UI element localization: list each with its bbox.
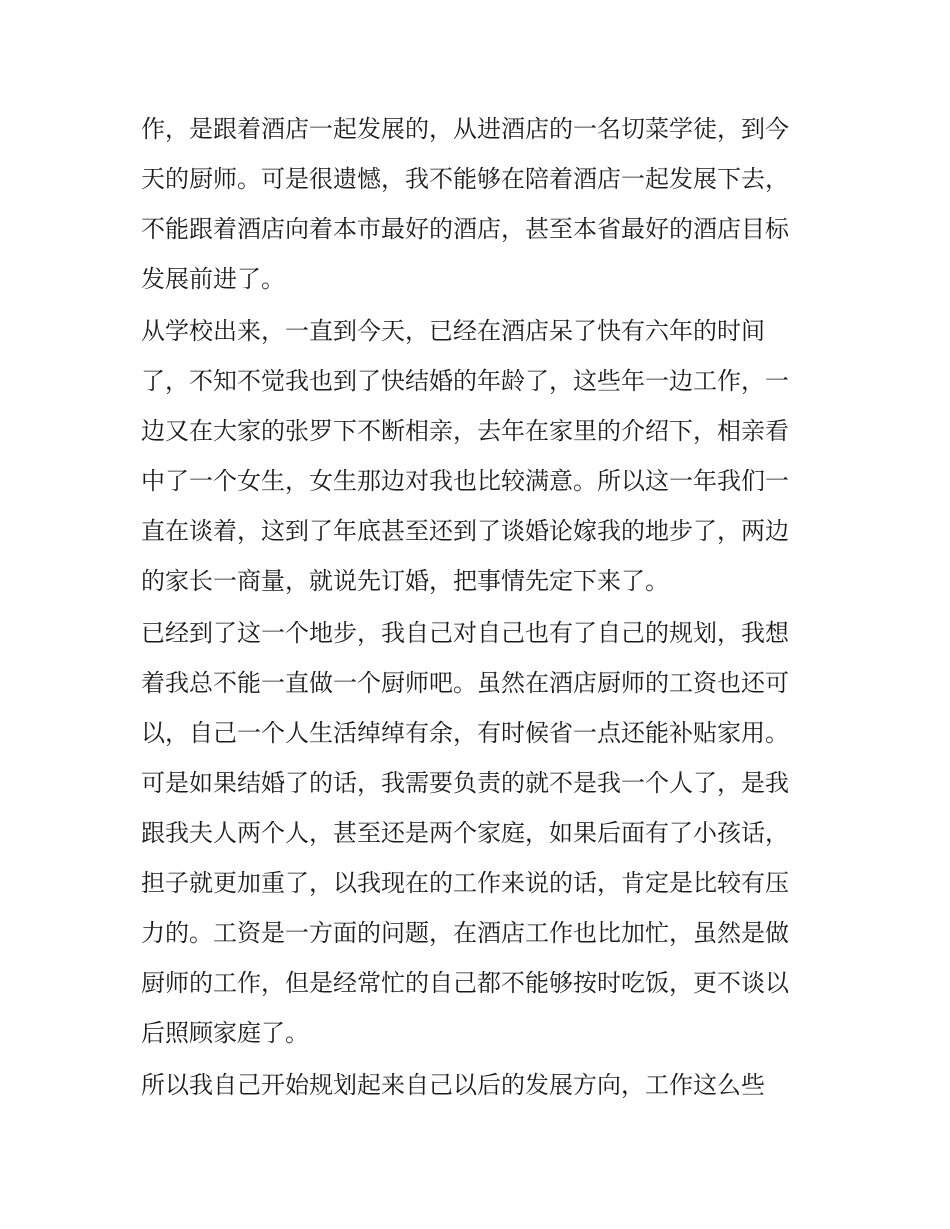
text-line: 中了一个女生，女生那边对我也比较满意。所以这一年我们一 bbox=[141, 467, 789, 495]
text-line: 天的厨师。可是很遗憾，我不能够在陪着酒店一起发展下去， bbox=[141, 165, 789, 193]
text-line: 厨师的工作，但是经常忙的自己都不能够按时吃饭，更不谈以 bbox=[141, 969, 789, 997]
text-line: 作，是跟着酒店一起发展的，从进酒店的一名切菜学徒，到今 bbox=[141, 115, 789, 143]
text-line: 直在谈着，这到了年底甚至还到了谈婚论嫁我的地步了，两边 bbox=[141, 517, 789, 545]
text-line: 从学校出来，一直到今天，已经在酒店呆了快有六年的时间 bbox=[141, 317, 765, 345]
text-line: 力的。工资是一方面的问题，在酒店工作也比加忙，虽然是做 bbox=[141, 919, 789, 947]
text-line: 担子就更加重了，以我现在的工作来说的话，肯定是比较有压 bbox=[141, 869, 789, 897]
text-line: 了，不知不觉我也到了快结婚的年龄了，这些年一边工作，一 bbox=[141, 367, 789, 395]
paragraph-1 bbox=[141, 104, 813, 304]
text-line: 跟我夫人两个人，甚至还是两个家庭，如果后面有了小孩话， bbox=[141, 819, 789, 847]
text-line: 着我总不能一直做一个厨师吧。虽然在酒店厨师的工资也还可 bbox=[141, 669, 789, 697]
paragraph-3 bbox=[141, 608, 813, 1058]
body-text bbox=[141, 104, 813, 1110]
text-line: 的家长一商量，就说先订婚，把事情先定下来了。 bbox=[141, 567, 669, 595]
text-line: 以，自己一个人生活绰绰有余，有时候省一点还能补贴家用。 bbox=[141, 719, 789, 747]
text-line: 所以我自己开始规划起来自己以后的发展方向，工作这么些 bbox=[141, 1071, 765, 1099]
text-line: 发展前进了。 bbox=[141, 265, 285, 293]
paragraph-4 bbox=[141, 1060, 813, 1110]
text-line: 后照顾家庭了。 bbox=[141, 1019, 309, 1047]
text-line: 边又在大家的张罗下不断相亲，去年在家里的介绍下，相亲看 bbox=[141, 417, 789, 445]
text-line: 不能跟着酒店向着本市最好的酒店，甚至本省最好的酒店目标 bbox=[141, 215, 789, 243]
paragraph-2 bbox=[141, 306, 813, 606]
text-line: 可是如果结婚了的话，我需要负责的就不是我一个人了，是我 bbox=[141, 769, 789, 797]
text-line: 已经到了这一个地步，我自己对自己也有了自己的规划，我想 bbox=[141, 619, 789, 647]
